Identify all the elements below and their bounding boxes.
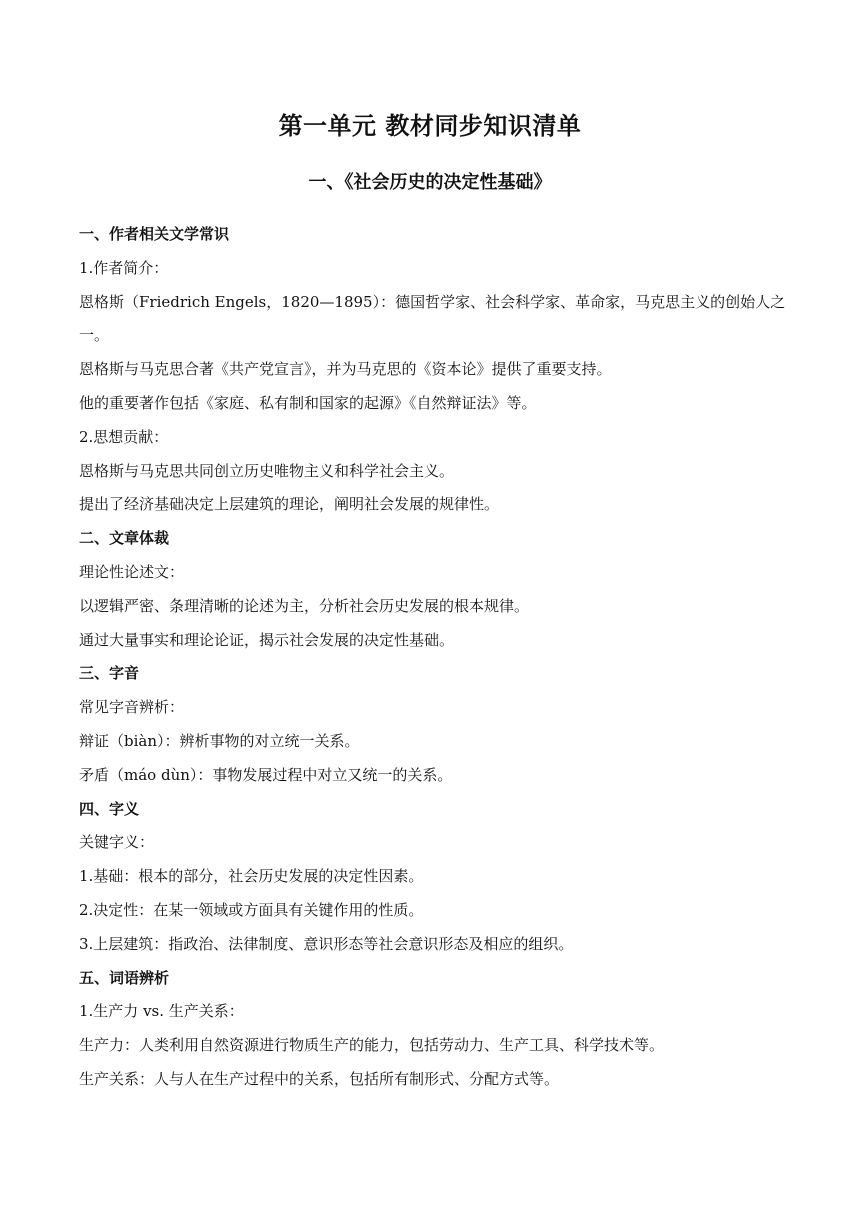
paragraph: 恩格斯与马克思共同创立历史唯物主义和科学社会主义。 — [79, 461, 455, 480]
paragraph: 3.上层建筑：指政治、法律制度、意识形态等社会意识形态及相应的组织。 — [79, 934, 574, 953]
paragraph: 恩格斯（Friedrich Engels，1820—1895）：德国哲学家、社会科学家、革命家，马克思主义的创始人之一。 — [79, 292, 786, 345]
page-title: 第一单元 教材同步知识清单 — [278, 112, 582, 140]
section-heading-pronunciation: 三、字音 — [79, 664, 140, 683]
paragraph: 常见字音辨析： — [79, 698, 185, 717]
paragraph: 1.作者简介： — [79, 258, 169, 277]
section-heading-word-analysis: 五、词语辨析 — [79, 968, 170, 987]
paragraph: 1.基础：根本的部分，社会历史发展的决定性因素。 — [79, 867, 424, 886]
paragraph: 以逻辑严密、条理清晰的论述为主，分析社会历史发展的根本规律。 — [79, 596, 530, 615]
paragraph: 1.生产力 vs. 生产关系： — [79, 1002, 244, 1021]
section-heading-genre: 二、文章体裁 — [79, 529, 170, 548]
paragraph: 2.思想贡献： — [79, 427, 169, 446]
section-heading-author: 一、作者相关文学常识 — [79, 225, 230, 243]
page-subtitle: 一、《社会历史的决定性基础》 — [308, 172, 552, 193]
paragraph: 理论性论述文： — [79, 562, 185, 581]
section-heading-meaning: 四、字义 — [79, 799, 140, 818]
paragraph: 恩格斯与马克思合著《共产党宣言》，并为马克思的《资本论》提供了重要支持。 — [79, 360, 612, 379]
paragraph: 关键字义： — [79, 833, 155, 852]
paragraph: 矛盾（máo dùn）：事物发展过程中对立又统一的关系。 — [79, 765, 453, 784]
paragraph: 通过大量事实和理论论证，揭示社会发展的决定性基础。 — [79, 630, 455, 649]
paragraph: 生产力：人类利用自然资源进行物质生产的能力，包括劳动力、生产工具、科学技术等。 — [79, 1036, 665, 1055]
paragraph: 辩证（biàn）：辨析事物的对立统一关系。 — [79, 731, 360, 750]
document-body — [79, 218, 791, 1097]
paragraph: 他的重要著作包括《家庭、私有制和国家的起源》《自然辩证法》等。 — [79, 393, 537, 412]
paragraph: 生产关系：人与人在生产过程中的关系，包括所有制形式、分配方式等。 — [79, 1069, 560, 1088]
paragraph: 提出了经济基础决定上层建筑的理论，阐明社会发展的规律性。 — [79, 495, 500, 514]
paragraph: 2.决定性：在某一领域或方面具有关键作用的性质。 — [79, 900, 424, 919]
